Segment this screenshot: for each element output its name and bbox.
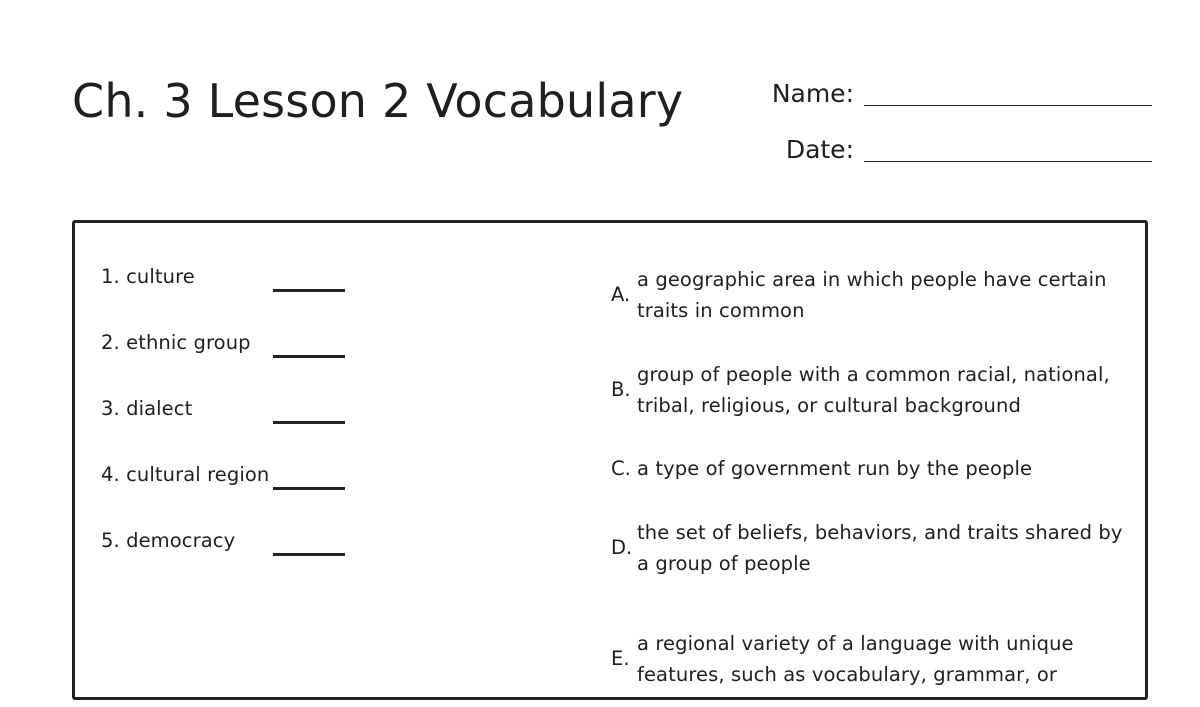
answer-blank[interactable]	[273, 553, 345, 556]
term-text: 1. culture	[101, 265, 195, 288]
date-field[interactable]	[724, 134, 1152, 166]
definition-letter: B.	[611, 378, 631, 402]
definition-text: the set of beliefs, behaviors, and traits shared by a group of people	[637, 520, 1123, 575]
definition-item	[611, 453, 1131, 485]
answer-blank[interactable]	[273, 421, 345, 424]
definition-letter: A.	[611, 283, 631, 307]
answer-blank[interactable]	[273, 289, 345, 292]
matching-box	[72, 220, 1148, 700]
definition-letter: C.	[611, 457, 631, 481]
definition-text: a geographic area in which people have certain traits in common	[637, 267, 1107, 322]
definition-list	[611, 263, 1131, 707]
worksheet-title: Ch. 3 Lesson 2 Vocabulary	[72, 74, 684, 128]
definition-text: a type of government run by the people	[637, 457, 1033, 481]
answer-blank[interactable]	[273, 355, 345, 358]
definition-item	[611, 263, 1131, 327]
name-line[interactable]	[864, 105, 1152, 106]
term-text: 2. ethnic group	[101, 331, 251, 354]
name-label: Name:	[771, 79, 854, 108]
definition-item	[611, 611, 1131, 707]
term-text: 5. democracy	[101, 529, 236, 552]
definition-item	[611, 358, 1131, 422]
definition-letter: E.	[611, 647, 630, 671]
definition-text: a regional variety of a language with unique features, such as vocabulary, grammar, or	[637, 631, 1074, 686]
name-field[interactable]	[724, 78, 1152, 110]
definition-letter: D.	[611, 536, 633, 560]
definition-text: group of people with a common racial, national, tribal, religious, or cultural background	[637, 362, 1110, 417]
answer-blank[interactable]	[273, 487, 345, 490]
term-text: 4. cultural region	[101, 463, 270, 486]
date-label: Date:	[785, 135, 854, 164]
date-line[interactable]	[864, 161, 1152, 162]
definition-item	[611, 516, 1131, 580]
term-text: 3. dialect	[101, 397, 193, 420]
